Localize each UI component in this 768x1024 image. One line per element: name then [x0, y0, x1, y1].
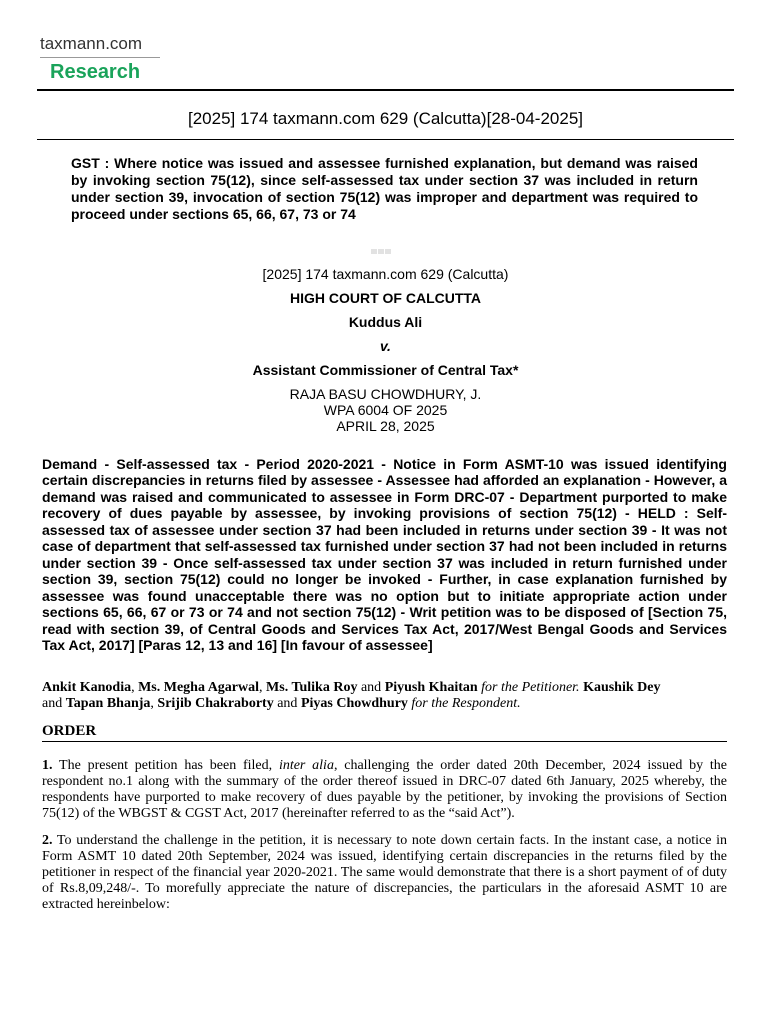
- header-rule: [37, 89, 734, 91]
- separator: ,: [150, 696, 158, 711]
- separator-dots-icon: [371, 241, 392, 259]
- versus-label: v.: [380, 338, 391, 354]
- order-rule: [42, 741, 727, 742]
- separator: ,: [131, 680, 139, 695]
- paragraph-text: , challenging the order dated 20th December, 2024 issued by the respondent no.1 along with the summary of the order thereof issued in DRC-07 dated 6th January, 2025 whereby, the respondents have purported to make recovery of dues payable by the petitioner, by invoking the provisions of Section 75(12) of the WBGST & CGST Act, 2017 (hereinafter referred to as the “said Act”).: [42, 758, 727, 821]
- separator: and: [42, 696, 66, 711]
- case-summary: Demand - Self-assessed tax - Period 2020-2021 - Notice in Form ASMT-10 was issued identifying certain discrepancies in returns filed by assessee - Assessee had afforded an explanation - However, a demand was raised and communicated to assessee in Form DRC-07 - Department purported to make recovery of dues payable by assessee, by invoking provisions of section 75(12) - HELD : Self-assessed tax of assessee under section 37 had been included in returns under section 39 - It was not case of department that self-assessed tax furnished under section 37 had not been included in returns under section 39 - Once self-assessed tax under section 37 was included in return furnished under section 39, section 75(12) could no longer be invoked - Further, in case explanation furnished by assessee was found unacceptable there was no option but to initiate appropriate action under sections 65, 66, 67 or 73 or 74 and not section 75(12) - Writ petition was to be disposed of [Section 75, read with section 39, of Central Goods and Services Tax Act, 2017/West Bengal Goods and Services Tax Act, 2017] [Paras 12, 13 and 16] [In favour of assessee]: [42, 456, 727, 653]
- counsel-name: Kaushik Dey: [583, 680, 661, 695]
- petitioner-name: Kuddus Ali: [348, 314, 423, 330]
- for-petitioner-label: for the Petitioner.: [477, 680, 580, 695]
- headnote: GST : Where notice was issued and assessee furnished explanation, but demand was raised by invoking section 75(12), since self-assessed tax under section 37 was included in return under section 39, invocation of section 75(12) was improper and department was required to proceed under sections 65, 66, 67, 73 or 74: [71, 155, 698, 222]
- judge-name: RAJA BASU CHOWDHURY, J.: [289, 386, 482, 402]
- logo-research: Research: [50, 61, 141, 83]
- counsel-list: [42, 680, 732, 712]
- separator: and: [273, 696, 301, 711]
- counsel-name: Ankit Kanodia: [42, 680, 132, 695]
- counsel-name: Tapan Bhanja: [65, 696, 151, 711]
- page-title: [2025] 174 taxmann.com 629 (Calcutta)[28-04-2025]: [187, 109, 584, 128]
- order-heading: ORDER: [42, 723, 97, 739]
- for-respondent-label: for the Respondent.: [407, 696, 521, 711]
- paragraph-text: The present petition has been filed,: [52, 758, 279, 773]
- logo-wordmark: taxmann.com: [40, 34, 143, 53]
- paragraph-number: 2.: [42, 833, 53, 848]
- counsel-name: Srijib Chakraborty: [157, 696, 274, 711]
- judgment-date: APRIL 28, 2025: [336, 418, 435, 434]
- title-rule: [37, 139, 734, 140]
- counsel-name: Ms. Tulika Roy: [266, 680, 358, 695]
- paragraph-number: 1.: [42, 758, 53, 773]
- counsel-name: Ms. Megha Agarwal: [138, 680, 260, 695]
- separator: ,: [259, 680, 267, 695]
- case-citation: [2025] 174 taxmann.com 629 (Calcutta): [262, 266, 509, 282]
- paragraph-text-italic: inter alia: [278, 758, 334, 773]
- case-number: WPA 6004 OF 2025: [323, 402, 448, 418]
- counsel-name: Piyas Chowdhury: [300, 696, 408, 711]
- paragraph-1: [42, 758, 727, 822]
- counsel-name: Piyush Khaitan: [384, 680, 478, 695]
- taxmann-logo[interactable]: [40, 34, 162, 84]
- logo-divider: [40, 57, 160, 58]
- court-name: HIGH COURT OF CALCUTTA: [289, 290, 482, 306]
- separator: and: [357, 680, 385, 695]
- respondent-name: Assistant Commissioner of Central Tax*: [252, 362, 519, 378]
- paragraph-2: [42, 833, 727, 913]
- paragraph-text: To understand the challenge in the petition, it is necessary to note down certain facts. In the instant case, a notice in Form ASMT 10 dated 20th September, 2024 was issued, identifying certain discrepancies in the returns filed by the petitioner in respect of the financial year 2020-2021. The same would demonstrate that there is a short payment of of duty of Rs.8,09,248/-. To morefully appreciate the nature of discrepancies, the particulars in the aforesaid ASMT 10 are extracted hereinbelow:: [42, 833, 727, 912]
